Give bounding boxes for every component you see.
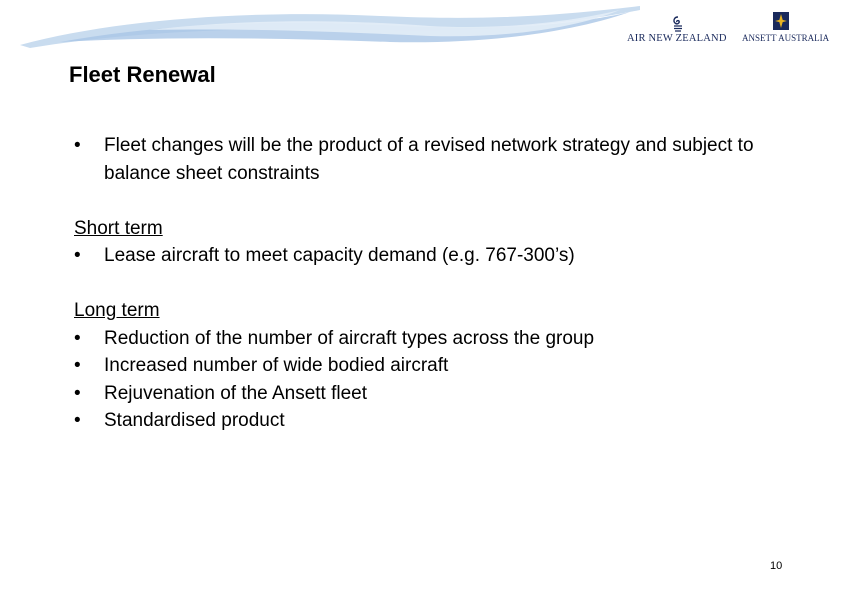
intro-bullet	[74, 132, 794, 187]
bullet-text: Lease aircraft to meet capacity demand (e.g. 767-300’s)	[104, 245, 575, 266]
slide-title: Fleet Renewal	[69, 62, 216, 87]
bullet-marker: •	[74, 135, 81, 156]
bullet-text: Rejuvenation of the Ansett fleet	[104, 382, 368, 404]
ansett-australia-wordmark: ANSETT AUSTRALIA	[742, 33, 830, 43]
ansett-australia-logo	[742, 12, 830, 46]
bullet-marker: •	[74, 382, 81, 404]
bullet-text: Reduction of the number of aircraft types across the group	[104, 327, 595, 349]
slide-body	[74, 132, 794, 435]
long-term-heading: Long term	[74, 300, 160, 321]
bullet-text: Increased number of wide bodied aircraft	[104, 355, 449, 376]
page-number: 10	[770, 560, 783, 572]
short-term-heading: Short term	[74, 217, 163, 239]
bullet-marker: •	[74, 245, 81, 266]
long-term-bullet	[74, 380, 794, 408]
bullet-marker: •	[74, 327, 81, 349]
bullet-text: Fleet changes will be the product of a revised network strategy and subject to balance sheet constraints	[104, 135, 754, 184]
bullet-text: Standardised product	[104, 410, 285, 431]
bullet-marker: •	[74, 410, 81, 431]
long-term-bullet	[74, 352, 794, 380]
air-new-zealand-logo	[627, 16, 731, 48]
long-term-bullet	[74, 325, 794, 353]
ansett-star-icon	[773, 12, 789, 30]
short-term-bullet	[74, 242, 794, 270]
long-term-bullet	[74, 407, 794, 435]
bullet-marker: •	[74, 355, 81, 376]
koru-icon	[671, 16, 685, 32]
air-new-zealand-wordmark: AIR NEW ZEALAND	[627, 33, 727, 44]
